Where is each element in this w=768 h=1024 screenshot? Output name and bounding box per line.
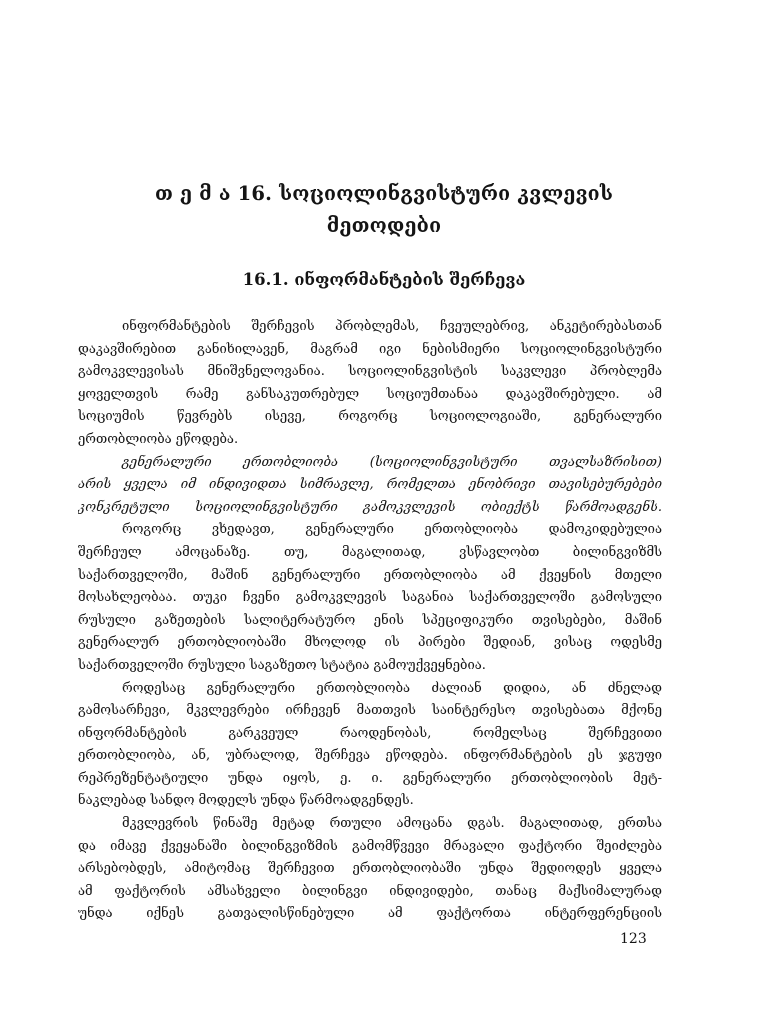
text-line: ერთობლიობა, ან, უბრალოდ, შერჩევა ეწოდება. ინფორმანტების ეს ჯგუფი <box>78 748 662 764</box>
text-line: გამოსარჩევი, მკვლევრები ირჩევენ მათთვის საინტერესო თვისებათა მქონე <box>78 703 662 719</box>
text-line: ინფორმანტების გარკვეულ რაოდენობას, რომელსაც შერჩევითი <box>78 725 662 741</box>
definition-line: კონკრეტული სოციოლინგვისტური გამოკვლევის ობიექტს წარმოადგენს. <box>78 499 662 515</box>
chapter-title-line-1: თ ე მ ა 16. სოციოლინგვისტური კვლევის <box>154 182 614 205</box>
text-line: ერთობლიობა ეწოდება. <box>78 431 239 447</box>
text-line: ინფორმანტების შერჩევის პრობლემას, ჩვეულებრივ, ანკეტირებასთან <box>122 319 662 334</box>
text-line: ნაკლებად სანდო მოდელს უნდა წარმოადგენდეს. <box>78 793 414 809</box>
body-text <box>78 316 662 926</box>
text-line: მკვლევრის წინაშე მეტად რთული ამოცანა დგას. მაგალითად, ერთსა <box>122 816 662 832</box>
text-line: როდესაც გენერალური ერთობლიობა ძალიან დიდია, ან ძნელად <box>122 680 662 696</box>
text-line: არსებობდეს, ამიტომაც შერჩევით ერთობლიობაში უნდა შედიოდეს ყველა <box>78 861 662 877</box>
text-line: ამ ფაქტორის ამსახველი ბილინგვი ინდივიდები, თანაც მაქსიმალურად <box>78 883 662 899</box>
text-line: გენერალურ ერთობლიობაში მხოლოდ ის პირები შედიან, ვისაც ოდესმე <box>78 635 662 651</box>
text-line: შერჩეულ ამოცანაზე. თუ, მაგალითად, ვსწავლობთ ბილინგვიზმს <box>78 544 662 560</box>
text-line: უნდა იქნეს გათვალისწინებული ამ ფაქტორთა ინტერფერენციის <box>78 906 662 922</box>
section-title: 16.1. ინფორმანტების შერჩევა <box>242 270 526 289</box>
text-line: სოციუმის წევრებს ისევე, როგორც სოციოლოგიაში, გენერალური <box>78 409 662 425</box>
definition-line: არის ყველა იმ ინდივიდთა სიმრავლე, რომელთა ენობრივი თავისებურებები <box>78 477 662 493</box>
text-line: საქართველოში რუსული საგაზეთო სტატია გამოუქვეყნებია. <box>78 657 486 673</box>
page-number: 123 <box>620 931 647 947</box>
text-line: რეპრეზენტატიული უნდა იყოს, ე. ი. გენერალური ერთობლიობის მეტ- <box>78 770 662 786</box>
text-line: მოსახლეობაა. თუკი ჩვენი გამოკვლევის საგანია საქართველოში გამოსული <box>78 590 662 606</box>
text-line: რუსული გაზეთების სალიტერატურო ენის სპეციფიკური თვისებები, მაშინ <box>78 612 662 628</box>
text-line: გამოკვლევისას მნიშვნელოვანია. სოციოლინგვისტის საკვლევი პრობლემა <box>78 364 662 380</box>
text-line: და იმავე ქვეყანაში ბილინგვიზმის გამომწვევი მრავალი ფაქტორი შეიძლება <box>78 838 662 854</box>
text-line: ყოველთვის რამე განსაკუთრებულ სოციუმთანაა დაკავშირებული. ამ <box>78 386 662 402</box>
text-line: როგორც ვხედავთ, გენერალური ერთობლიობა დამოკიდებულია <box>122 522 662 538</box>
text-line: საქართველოში, მაშინ გენერალური ერთობლიობა ამ ქვეყნის მთელი <box>78 567 662 583</box>
definition-line: გენერალური ერთობლიობა (სოციოლინგვისტური თვალსაზრისით) <box>122 454 662 470</box>
text-line: დაკავშირებით განიხილავენ, მაგრამ იგი ნებისმიერი სოციოლინგვისტური <box>78 341 662 357</box>
chapter-title-line-2: მეთოდები <box>326 214 442 237</box>
chapter-title <box>90 178 678 242</box>
